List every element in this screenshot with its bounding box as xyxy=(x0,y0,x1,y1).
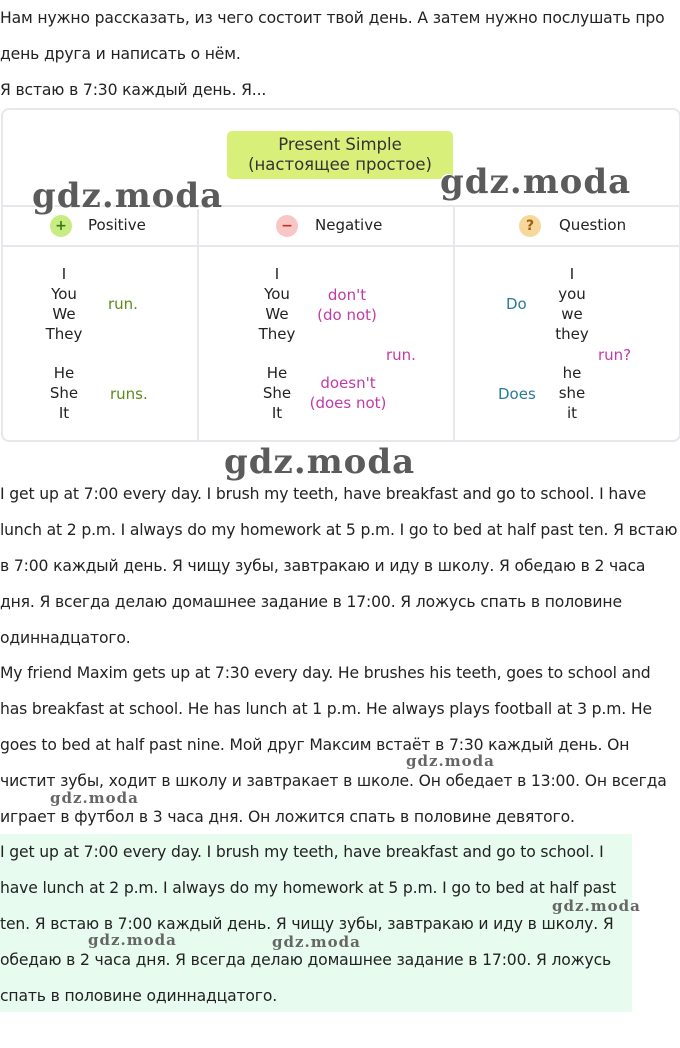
question-pronouns-3rd xyxy=(542,363,602,423)
intro-task: Нам нужно рассказать, из чего состоит твой день. А затем нужно послушать про день друга и написать о нём. xyxy=(0,9,665,63)
pronoun: He xyxy=(53,364,75,382)
column-divider xyxy=(197,206,199,440)
positive-pronouns xyxy=(34,264,94,344)
positive-verb-3rd: runs. xyxy=(110,385,148,403)
pronoun: You xyxy=(264,285,290,303)
answer-text: I get up at 7:00 every day. I brush my teeth, have breakfast and go to school. I have lunch at 2 p.m. I always do my homework at 5 p.m. I go to bed at half past ten. Я встаю в 7:00 каждый день. Я чищу зубы, завтракаю и иду в школу. Я обедаю в 2 часа дня. Я всегда делаю домашнее задание в 17:00. Я ложусь спать в половине одиннадцатого. xyxy=(0,843,616,1005)
my-day-text: I get up at 7:00 every day. I brush my teeth, have breakfast and go to school. I have lunch at 2 p.m. I always do my homework at 5 p.m. I go to bed at half past ten. Я встаю в 7:00 каждый день. Я чищу зубы, завтракаю и иду в школу. Я обедаю в 2 часа дня. Я всегда делаю домашнее задание в 17:00. Я ложусь спать в половине одиннадцатого. xyxy=(0,485,678,647)
negative-aux xyxy=(312,285,382,325)
pronoun: It xyxy=(271,404,283,422)
table-title-line2: (настоящее простое) xyxy=(248,155,432,174)
question-icon: ? xyxy=(519,215,541,237)
header-positive: Positive xyxy=(88,216,146,234)
header-negative: Negative xyxy=(315,216,383,234)
pronoun: We xyxy=(52,305,76,323)
question-aux: Do xyxy=(506,295,527,313)
aux-full: (do not) xyxy=(317,306,377,324)
aux-short: don't xyxy=(327,286,367,304)
pronoun: she xyxy=(558,384,586,402)
pronoun: She xyxy=(49,384,79,402)
intro-text xyxy=(0,0,680,108)
pronoun: I xyxy=(569,265,575,283)
pronoun: they xyxy=(555,325,589,343)
watermark: gdz.moda xyxy=(552,897,641,915)
pronoun: She xyxy=(262,384,292,402)
minus-icon: − xyxy=(276,215,298,237)
pronoun: I xyxy=(61,265,67,283)
watermark: gdz.moda xyxy=(50,789,139,807)
question-pronouns xyxy=(542,264,602,344)
watermark: gdz.moda xyxy=(272,933,361,951)
aux-short: doesn't xyxy=(320,374,376,392)
aux-full: (does not) xyxy=(309,394,387,412)
watermark: gdz.moda xyxy=(88,931,177,949)
pronoun: we xyxy=(561,305,583,323)
pronoun: it xyxy=(566,404,578,422)
pronoun: They xyxy=(45,325,83,343)
watermark: gdz.moda xyxy=(32,176,224,216)
friend-day-text: My friend Maxim gets up at 7:30 every day. He brushes his teeth, goes to school and has breakfast at school. He has lunch at 1 p.m. He always plays football at 3 p.m. He goes to bed at half past nine. Мой друг Максим встаёт в 7:30 каждый день. Он чистит зубы, ходит в школу и завтракает в школе. Он обедает в 13:00. Он всегда играет в футбол в 3 часа дня. Он ложится спать в половине девятого. xyxy=(0,664,667,826)
negative-aux-3rd xyxy=(304,373,392,413)
positive-verb: run. xyxy=(108,295,138,313)
question-aux-3rd: Does xyxy=(498,385,536,403)
table-title xyxy=(227,131,453,179)
table-title-line1: Present Simple xyxy=(278,135,402,154)
table-divider xyxy=(1,245,679,247)
watermark: gdz.moda xyxy=(224,442,416,482)
pronoun: I xyxy=(274,265,280,283)
watermark: gdz.moda xyxy=(440,162,632,202)
positive-pronouns-3rd xyxy=(34,363,94,423)
plus-icon: + xyxy=(50,215,72,237)
question-verb: run? xyxy=(598,346,632,364)
pronoun: you xyxy=(558,285,586,303)
header-question: Question xyxy=(559,216,627,234)
pronoun: You xyxy=(51,285,77,303)
pronoun: He xyxy=(266,364,288,382)
pronoun: he xyxy=(562,364,582,382)
negative-pronouns xyxy=(247,264,307,344)
pronoun: It xyxy=(58,404,70,422)
negative-pronouns-3rd xyxy=(247,363,307,423)
column-divider xyxy=(453,206,455,440)
pronoun: We xyxy=(265,305,289,323)
watermark: gdz.moda xyxy=(406,752,495,770)
negative-verb: run. xyxy=(386,346,416,364)
pronoun: They xyxy=(258,325,296,343)
intro-start: Я встаю в 7:30 каждый день. Я... xyxy=(0,81,267,99)
